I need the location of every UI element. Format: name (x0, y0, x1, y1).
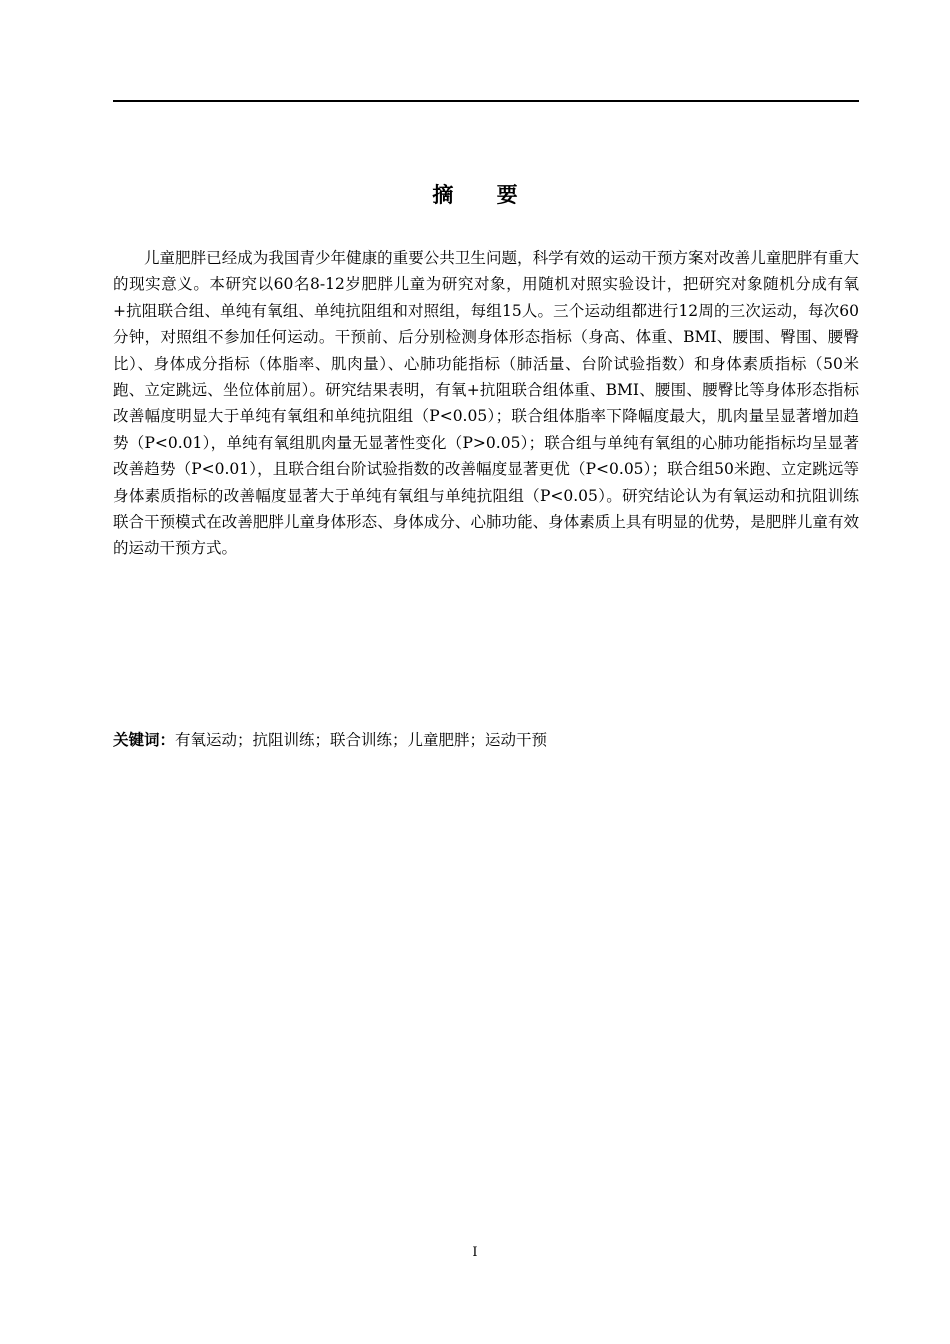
keywords-label: 关键词： (113, 731, 176, 749)
header-rule (113, 100, 859, 102)
page-title: 摘 要 (432, 183, 536, 207)
page-number: I (472, 1245, 478, 1260)
abstract-paragraph: 儿童肥胖已经成为我国青少年健康的重要公共卫生问题，科学有效的运动干预方案对改善儿童肥胖有重大的现实意义。本研究以60名8-12岁肥胖儿童为研究对象，用随机对照实验设计，把研究对象随机分成有氧+抗阻联合组、单纯有氧组、单纯抗阻组和对照组，每组15人。三个运动组都进行12周的三次运动，每次60分钟，对照组不参加任何运动。干预前、后分别检测身体形态指标（身高、体重、BMI、腰围、臀围、腰臀比）、身体成分指标（体脂率、肌肉量）、心肺功能指标（肺活量、台阶试验指数）和身体素质指标（50米跑、立定跳远、坐位体前屈）。研究结果表明，有氧+抗阻联合组体重、BMI、腰围、腰臀比等身体形态指标改善幅度明显大于单纯有氧组和单纯抗阻组（P<0.05）；联合组体脂率下降幅度最大，肌肉量呈显著增加趋势（P<0.01），单纯有氧组肌肉量无显著性变化（P>0.05）；联合组与单纯有氧组的心肺功能指标均呈显著改善趋势（P<0.01），且联合组台阶试验指数的改善幅度显著更优（P<0.05）；联合组50米跑、立定跳远等身体素质指标的改善幅度显著大于单纯有氧组与单纯抗阻组（P<0.05）。研究结论认为有氧运动和抗阻训练联合干预模式在改善肥胖儿童身体形态、身体成分、心肺功能、身体素质上具有明显的优势，是肥胖儿童有效的运动干预方式。 (113, 249, 859, 558)
keywords-text: 有氧运动；抗阻训练；联合训练；儿童肥胖；运动干预 (175, 731, 548, 749)
keywords-line (113, 727, 859, 753)
